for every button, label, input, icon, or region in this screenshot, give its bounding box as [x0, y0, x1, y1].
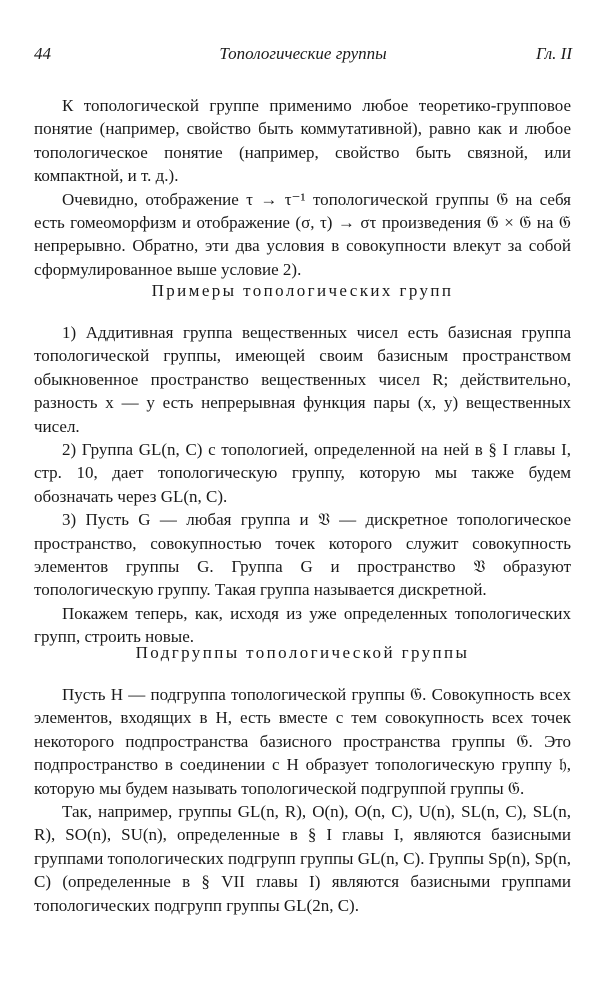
paragraph: Покажем теперь, как, исходя из уже определенных топологических групп, строить новые. [34, 603, 571, 647]
page-header [34, 44, 572, 66]
paragraph: Очевидно, отображение τ → τ⁻¹ топологической группы 𝔊 на себя есть гомеоморфизм и отображение (σ, τ) → στ произведения 𝔊 × 𝔊 на 𝔊 непрерывно. Обратно, эти два условия в совокупности влекут за собой сформулированное выше условие 2). [34, 189, 571, 279]
running-title: Топологические группы [219, 44, 387, 63]
paragraph: Так, например, группы GL(n, R), O(n), O(n, C), U(n), SL(n, C), SL(n, R), SO(n), SU(n), определенные в § I главы I, являются базисными группами топологических подгрупп группы GL(n, C). Группы Sp(n), Sp(n, C) (определенные в § VII главы I) являются базисными группами топологических подгрупп группы GL(2n, C). [34, 802, 571, 915]
chapter-label: Гл. II [535, 44, 572, 63]
subgroups-text [34, 683, 571, 917]
paragraph: 1) Аддитивная группа вещественных чисел есть базисная группа топологической группы, имеющей своим базисным пространством обыкновенное пространство вещественных чисел R; действительно, разность x — y есть непрерывная функция пары (x, y) вещественных чисел. [34, 323, 571, 436]
examples-text [34, 321, 571, 649]
paragraph: Пусть H — подгруппа топологической группы 𝔊. Совокупность всех элементов, входящих в H, есть вместе с тем совокупность всех точек некоторого подпространства базисного пространства группы 𝔊. Это подпространство в соединении с H образует топологическую группу 𝔥, которую мы будем называть топологической подгруппой группы 𝔊. [34, 685, 571, 798]
paragraph: 3) Пусть G — любая группа и 𝔙 — дискретное топологическое пространство, совокупностью точек которого служит совокупность элементов группы G. Группа G и пространство 𝔙 образуют топологическую группу. Такая группа называется дискретной. [34, 510, 571, 600]
intro-text [34, 94, 571, 281]
paragraph: К топологической группе применимо любое теоретико-групповое понятие (например, свойство быть коммутативной), равно как и любое топологическое понятие (например, свойство быть связной, или компактной, и т. д.). [34, 96, 571, 186]
page-number: 44 [34, 44, 51, 63]
section-title-subgroups: Подгруппы топологической группы [135, 643, 470, 662]
section-title-examples: Примеры топологических групп [151, 281, 454, 300]
paragraph: 2) Группа GL(n, C) с топологией, определенной на ней в § I главы I, стр. 10, дает топологическую группу, которую мы также будем обозначать через GL(n, C). [34, 440, 571, 506]
